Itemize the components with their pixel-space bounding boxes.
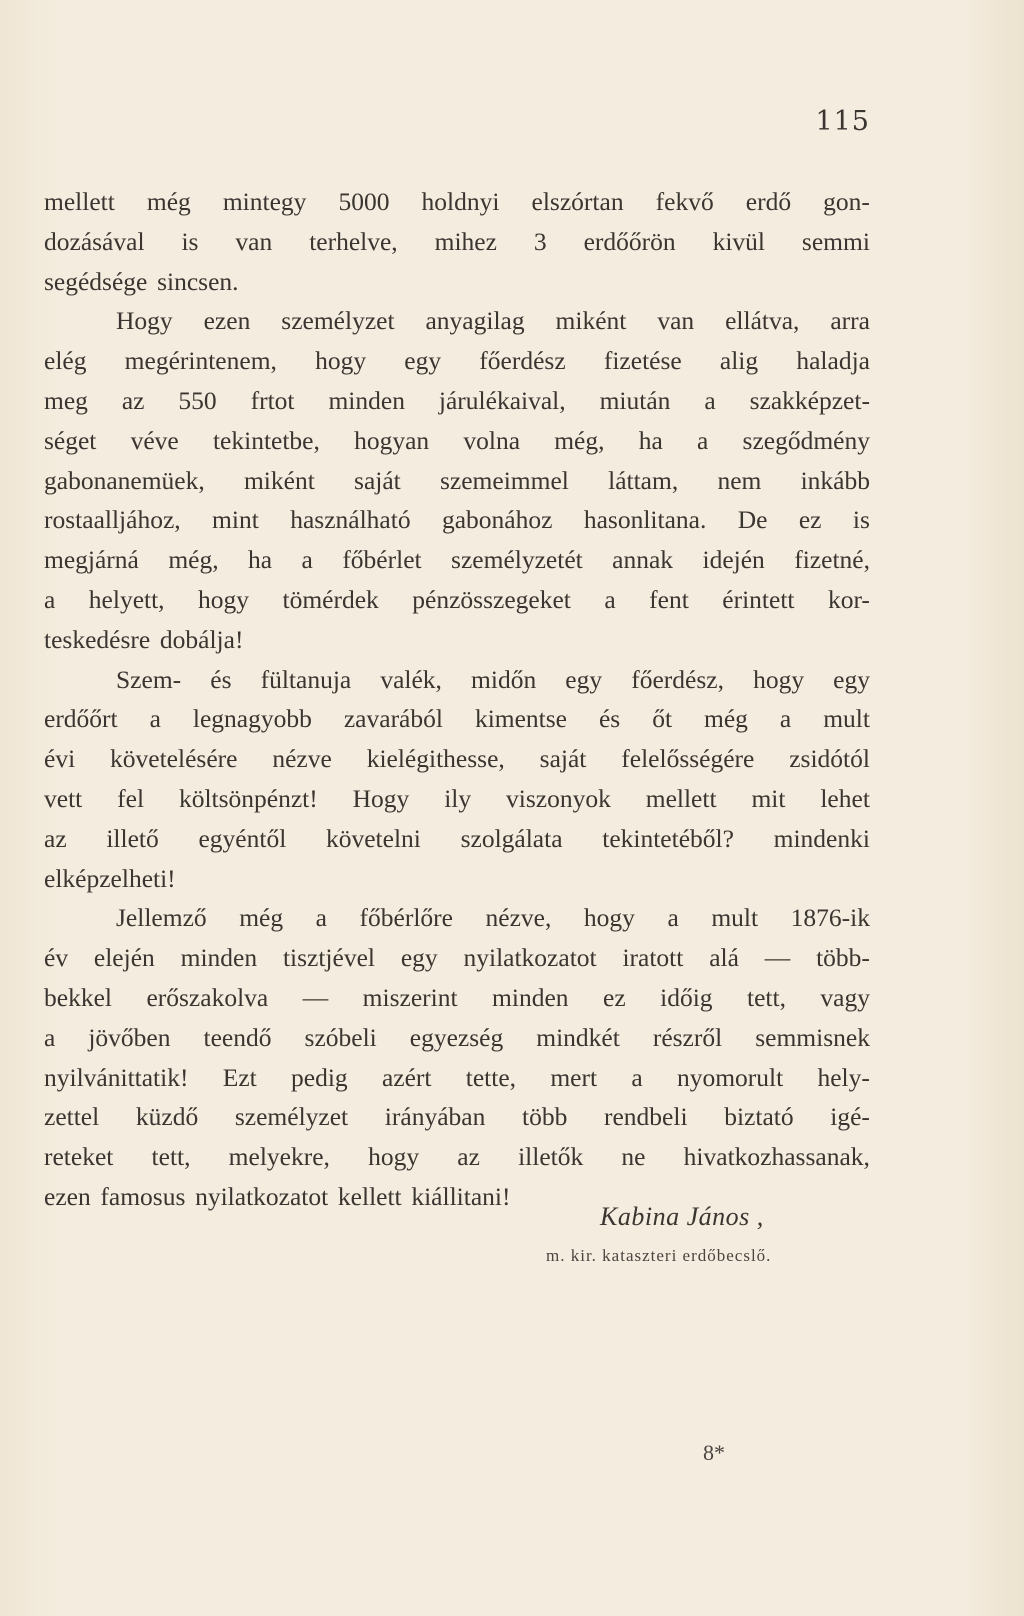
text-line — [44, 341, 870, 381]
word: véve — [130, 425, 179, 455]
word: lehet — [820, 783, 870, 813]
word: minden — [180, 943, 258, 973]
word: elég — [44, 346, 87, 376]
word: a — [667, 903, 679, 933]
word: dobálja! — [159, 624, 244, 654]
word: követelésére — [110, 744, 238, 774]
word: őt — [652, 704, 673, 734]
printer-signature-mark: 8* — [703, 1440, 725, 1465]
word: mindkét — [536, 1022, 620, 1052]
word: a — [44, 584, 56, 614]
word: ha — [248, 545, 273, 575]
word: legnagyobb — [192, 704, 312, 734]
text-line — [44, 222, 870, 262]
word: nézve, — [485, 903, 552, 933]
word: illető — [106, 823, 159, 853]
word: zavarából — [343, 704, 443, 734]
word: még, — [554, 425, 605, 455]
word: hogyan — [354, 425, 430, 455]
word: még — [239, 903, 284, 933]
word: tekintetéből? — [602, 823, 734, 853]
text-line — [44, 461, 870, 501]
word: felelősségére — [621, 744, 755, 774]
word: hogy — [198, 584, 250, 614]
word: szolgálata — [460, 823, 563, 853]
word: dozásával — [44, 226, 145, 256]
text-line — [44, 1097, 870, 1137]
word: mindenki — [773, 823, 870, 853]
word: tisztjével — [282, 943, 375, 973]
word: mellett — [44, 187, 115, 216]
word: tette, — [465, 1062, 517, 1092]
word: helyett, — [88, 584, 165, 614]
word: a — [315, 903, 327, 933]
word: hogy — [368, 1142, 420, 1172]
word: szemeimmel — [440, 465, 569, 495]
word: mellett — [645, 783, 717, 813]
word: frtot — [250, 385, 295, 415]
word: év — [44, 943, 69, 973]
word: Ezt — [222, 1062, 257, 1092]
word: nem — [717, 465, 762, 495]
word: mihez — [434, 226, 497, 256]
word: az — [457, 1142, 480, 1172]
word: fekvő — [655, 187, 714, 216]
text-line — [44, 938, 870, 978]
word: nyilvánittatik! — [44, 1062, 189, 1092]
word: egy — [400, 943, 438, 973]
word: időig — [660, 982, 713, 1012]
word: egy — [565, 664, 603, 694]
word: alig — [719, 346, 759, 376]
word: volna — [463, 425, 521, 455]
word: saját — [539, 744, 587, 774]
word: erdőőrön — [583, 226, 676, 256]
word: illetők — [518, 1142, 584, 1172]
word: segédsége — [44, 266, 148, 296]
text-line — [44, 699, 870, 739]
text-line — [44, 262, 870, 302]
word: rostaalljához, — [44, 505, 181, 535]
word: személyzet — [234, 1102, 349, 1132]
word: anyagilag — [425, 306, 525, 336]
word: jövőben — [88, 1022, 171, 1052]
text-line — [44, 1058, 870, 1098]
word: fültanuja — [260, 664, 352, 694]
word: mit — [751, 783, 786, 813]
word: melyekre, — [228, 1142, 330, 1172]
word: egy — [404, 346, 442, 376]
word: erőszakolva — [146, 982, 269, 1012]
word: érintett — [722, 584, 795, 614]
word: költsönpénzt! — [178, 783, 318, 813]
word: egy — [833, 664, 870, 694]
text-line — [44, 301, 870, 341]
author-title: m. kir. kataszteri erdőbecslő. — [546, 1246, 772, 1265]
word: miután — [599, 385, 671, 415]
word: egyéntől — [198, 823, 287, 853]
word: — — [302, 982, 329, 1012]
word: viszonyok — [506, 783, 611, 813]
word: bekkel — [44, 982, 112, 1012]
word: elszórtan — [531, 187, 624, 216]
word: is — [852, 505, 870, 535]
word: kielégithesse, — [366, 744, 505, 774]
word: pedig — [291, 1062, 348, 1092]
word: a — [696, 425, 709, 455]
word: részről — [652, 1022, 723, 1052]
word: szakképzet- — [749, 385, 870, 415]
word: — — [764, 943, 791, 973]
word: főerdész — [479, 346, 566, 376]
word: hivatkozhassanak, — [683, 1142, 870, 1172]
word: semmi — [801, 226, 870, 256]
word: sincsen. — [157, 266, 239, 296]
text-line — [44, 779, 870, 819]
author-signature: Kabina János , — [600, 1202, 764, 1231]
word: még, — [168, 545, 219, 575]
word: a — [604, 584, 616, 614]
word: kor- — [827, 584, 870, 614]
word: alá — [709, 943, 739, 973]
word: hogy — [583, 903, 635, 933]
word: ez — [603, 982, 626, 1012]
word: láttam, — [608, 465, 679, 495]
word: holdnyi — [421, 187, 500, 216]
text-line — [44, 182, 870, 222]
word: hasonlitana. — [583, 505, 707, 535]
word: azért — [381, 1062, 432, 1092]
word: iratott — [622, 943, 684, 973]
word: miként — [555, 306, 627, 336]
word: évi — [44, 744, 76, 774]
word: ha — [638, 425, 663, 455]
word: van — [235, 226, 273, 256]
word: követelni — [325, 823, 421, 853]
word: Szem- — [116, 664, 182, 694]
word: séget — [44, 425, 97, 455]
word: mult — [823, 704, 870, 734]
word: reteket — [44, 1142, 114, 1172]
word: igé- — [830, 1102, 870, 1132]
word: minden — [328, 385, 405, 415]
word: teskedésre — [44, 624, 151, 654]
word: fent — [649, 584, 689, 614]
word: elején — [93, 943, 155, 973]
word: van — [657, 306, 695, 336]
word: hogy — [315, 346, 367, 376]
word: több — [521, 1102, 568, 1132]
word: nézve — [272, 744, 332, 774]
word: midőn — [471, 664, 537, 694]
word: a — [704, 385, 716, 415]
word: több- — [816, 943, 870, 973]
word: még — [146, 187, 191, 216]
word: az — [121, 385, 145, 415]
word: elképzelheti! — [44, 863, 176, 893]
text-line — [44, 819, 870, 859]
word: annak — [612, 545, 674, 575]
word: fel — [117, 783, 145, 813]
word: személyzet — [281, 306, 395, 336]
word: miként — [243, 465, 315, 495]
body-text — [44, 182, 870, 1217]
word: ne — [621, 1142, 646, 1172]
word: főerdész, — [631, 664, 724, 694]
word: a — [779, 704, 792, 734]
text-line — [44, 859, 870, 899]
word: erdő — [745, 187, 792, 216]
word: De — [737, 505, 768, 535]
word: Hogy — [116, 306, 173, 336]
text-line — [44, 1018, 870, 1058]
word: főbérlőre — [359, 903, 453, 933]
word: 550 — [178, 385, 217, 415]
word: pénzösszegeket — [412, 584, 571, 614]
word: semmisnek — [755, 1022, 870, 1052]
word: haladja — [796, 346, 870, 376]
word: tett, — [747, 982, 786, 1012]
word: a — [149, 704, 161, 734]
word: rendbeli — [603, 1102, 688, 1132]
word: Jellemző — [116, 903, 207, 933]
word: személyzetét — [451, 545, 583, 575]
word: 3 — [533, 226, 547, 256]
word: fizetése — [603, 346, 682, 376]
word: minden — [492, 982, 569, 1012]
word: mintegy — [222, 187, 307, 216]
text-line — [44, 739, 870, 779]
text-line — [44, 898, 870, 938]
word: teendő — [203, 1022, 272, 1052]
word: kimentse — [474, 704, 568, 734]
text-line — [44, 421, 870, 461]
word: ily — [444, 783, 472, 813]
word: tömérdek — [282, 584, 379, 614]
word: még — [704, 704, 748, 734]
text-line — [44, 540, 870, 580]
word: is — [181, 226, 199, 256]
word: és — [210, 664, 232, 694]
text-line — [44, 381, 870, 421]
text-line — [44, 1137, 870, 1177]
word: Hogy — [352, 783, 410, 813]
word: ez — [798, 505, 822, 535]
word: inkább — [800, 465, 870, 495]
word: 1876-ik — [790, 903, 870, 933]
word: és — [598, 704, 621, 734]
word: zsidótól — [789, 744, 870, 774]
word: a — [301, 545, 313, 575]
word: vagy — [820, 982, 870, 1012]
word: tekintetbe, — [212, 425, 320, 455]
word: ezen — [44, 1181, 91, 1211]
word: erdőőrt — [44, 704, 118, 734]
word: ezen — [203, 306, 251, 336]
word: egyezség — [409, 1022, 504, 1052]
text-line — [44, 978, 870, 1018]
word: nyomorult — [676, 1062, 784, 1092]
word: terhelve, — [309, 226, 398, 256]
word: idején — [702, 545, 765, 575]
word: szóbeli — [304, 1022, 377, 1052]
word: az — [44, 823, 67, 853]
text-line — [44, 500, 870, 540]
word: főbérlet — [342, 545, 422, 575]
word: szegődmény — [742, 425, 870, 455]
word: famosus — [100, 1181, 186, 1211]
word: kiállitani! — [411, 1181, 511, 1211]
word: a — [631, 1062, 643, 1092]
word: 5000 — [338, 187, 390, 216]
word: fizetné, — [794, 545, 870, 575]
word: küzdő — [135, 1102, 199, 1132]
word: mult — [711, 903, 759, 933]
word: kivül — [712, 226, 765, 256]
word: saját — [354, 465, 401, 495]
word: arra — [830, 306, 870, 336]
word: tett, — [151, 1142, 191, 1172]
word: meg — [44, 385, 88, 415]
word: kellett — [337, 1181, 402, 1211]
word: valék, — [380, 664, 442, 694]
word: ellátva, — [725, 306, 800, 336]
word: a — [44, 1022, 56, 1052]
word: hogy — [753, 664, 805, 694]
word: zettel — [44, 1102, 100, 1132]
page-number: 115 — [815, 106, 870, 137]
word: irányában — [384, 1102, 486, 1132]
text-line — [44, 580, 870, 620]
text-line — [44, 660, 870, 700]
word: megjárná — [44, 545, 139, 575]
word: használható — [290, 505, 411, 535]
word: nyilatkozatot — [195, 1181, 329, 1211]
word: vett — [44, 783, 83, 813]
word: biztató — [724, 1102, 794, 1132]
word: mint — [212, 505, 259, 535]
word: mert — [550, 1062, 598, 1092]
word: gabonanemüek, — [44, 465, 205, 495]
text-line — [44, 620, 870, 660]
word: hely- — [817, 1062, 870, 1092]
word: gabonához — [441, 505, 553, 535]
word: miszerint — [362, 982, 458, 1012]
word: járulékaival, — [438, 385, 566, 415]
word: nyilatkozatot — [463, 943, 597, 973]
word: gon- — [823, 187, 870, 216]
word: megérintenem, — [124, 346, 277, 376]
